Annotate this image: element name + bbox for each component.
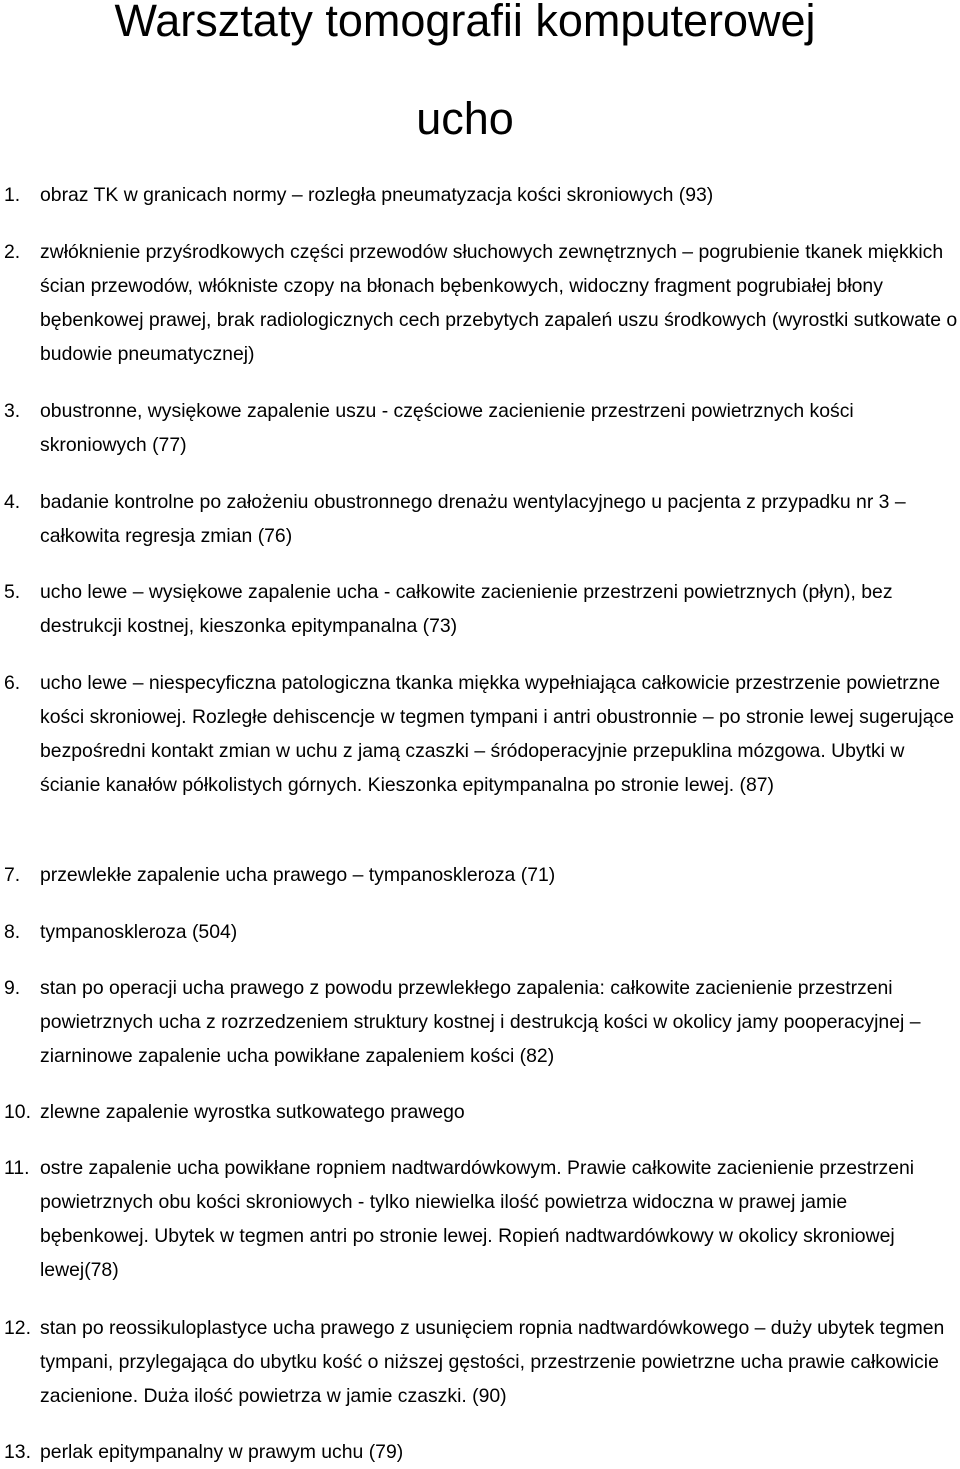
list-item: [0, 1311, 960, 1413]
list-item: [0, 178, 960, 212]
item-text: badanie kontrolne po założeniu obustronnego drenażu wentylacyjnego u pacjenta z przypadku nr 3 – całkowita regresja zmian (76): [40, 491, 906, 547]
item-number: 3.: [4, 400, 21, 422]
list-item: [0, 858, 960, 892]
item-number: 12.: [4, 1317, 31, 1339]
item-text: ucho lewe – niespecyficzna patologiczna tkanka miękka wypełniająca całkowicie przestrzenie powietrzne kości skroniowej. Rozległe dehiscencje w tegmen tympani i antri obustronnie – po stronie lewej sugerujące bezpośredni kontakt zmian w uchu z jamą czaszki – śródoperacyjnie przepuklina mózgowa. Ubytki w ścianie kanałów półkolistych górnych. Kieszonka epitympanalna po stronie lewej. (87): [40, 672, 954, 796]
item-text: przewlekłe zapalenie ucha prawego – tympanoskleroza (71): [40, 864, 556, 886]
list-item: [0, 1095, 960, 1129]
list-item: [0, 394, 960, 462]
item-text: zlewne zapalenie wyrostka sutkowatego prawego: [40, 1101, 465, 1123]
item-number: 4.: [4, 491, 21, 513]
list-item: [0, 485, 960, 553]
list-item: [0, 666, 960, 802]
item-text: perlak epitympanalny w prawym uchu (79): [40, 1441, 404, 1463]
item-number: 2.: [4, 241, 21, 263]
document-title: Warsztaty tomografii komputerowej: [114, 0, 816, 46]
item-text: ucho lewe – wysiękowe zapalenie ucha - całkowite zacienienie przestrzeni powietrznych (płyn), bez destrukcji kostnej, kieszonka epitympanalna (73): [40, 581, 893, 637]
list-item: [0, 575, 960, 643]
item-number: 8.: [4, 921, 21, 943]
item-text: stan po operacji ucha prawego z powodu przewlekłego zapalenia: całkowite zacienienie przestrzeni powietrznych ucha z rozrzedzeniem struktury kostnej i destrukcją kości w okolicy jamy pooperacyjnej – ziarninowe zapalenie ucha powikłane zapaleniem kości (82): [40, 977, 921, 1067]
list-item: [0, 1151, 960, 1287]
item-number: 1.: [4, 184, 21, 206]
item-text: zwłóknienie przyśrodkowych części przewodów słuchowych zewnętrznych – pogrubienie tkanek miękkich ścian przewodów, włókniste czopy na błonach bębenkowych, widoczny fragment pogrubiałej błony bębenkowej prawej, brak radiologicznych cech przebytych zapaleń uszu środkowych (wyrostki sutkowate o budowie pneumatycznej): [40, 241, 958, 365]
item-number: 10.: [4, 1101, 31, 1123]
item-number: 13.: [4, 1441, 31, 1463]
item-number: 9.: [4, 977, 21, 999]
item-text: stan po reossikuloplastyce ucha prawego z usunięciem ropnia nadtwardówkowego – duży ubytek tegmen tympani, przylegająca do ubytku kość o niższej gęstości, przestrzenie powietrzne ucha prawie całkowicie zacienione. Duża ilość powietrza w jamie czaszki. (90): [40, 1317, 945, 1407]
list-item: [0, 915, 960, 949]
list-item: [0, 235, 960, 371]
item-number: 11.: [4, 1157, 30, 1179]
list-item: [0, 1435, 960, 1469]
document-subtitle: ucho: [416, 93, 514, 144]
list-item: [0, 971, 960, 1073]
item-text: tympanoskleroza (504): [40, 921, 238, 943]
item-text: ostre zapalenie ucha powikłane ropniem nadtwardówkowym. Prawie całkowite zacienienie przestrzeni powietrznych obu kości skroniowych - tylko niewielka ilość powietrza widoczna w prawej jamie bębenkowej. Ubytek w tegmen antri po stronie lewej. Ropień nadtwardówkowy w okolicy skroniowej lewej(78): [40, 1157, 915, 1281]
item-text: obustronne, wysiękowe zapalenie uszu - częściowe zacienienie przestrzeni powietrznych kości skroniowych (77): [40, 400, 854, 456]
item-text: obraz TK w granicach normy – rozległa pneumatyzacja kości skroniowych (93): [40, 184, 714, 206]
item-number: 7.: [4, 864, 21, 886]
item-number: 6.: [4, 672, 21, 694]
item-number: 5.: [4, 581, 21, 603]
